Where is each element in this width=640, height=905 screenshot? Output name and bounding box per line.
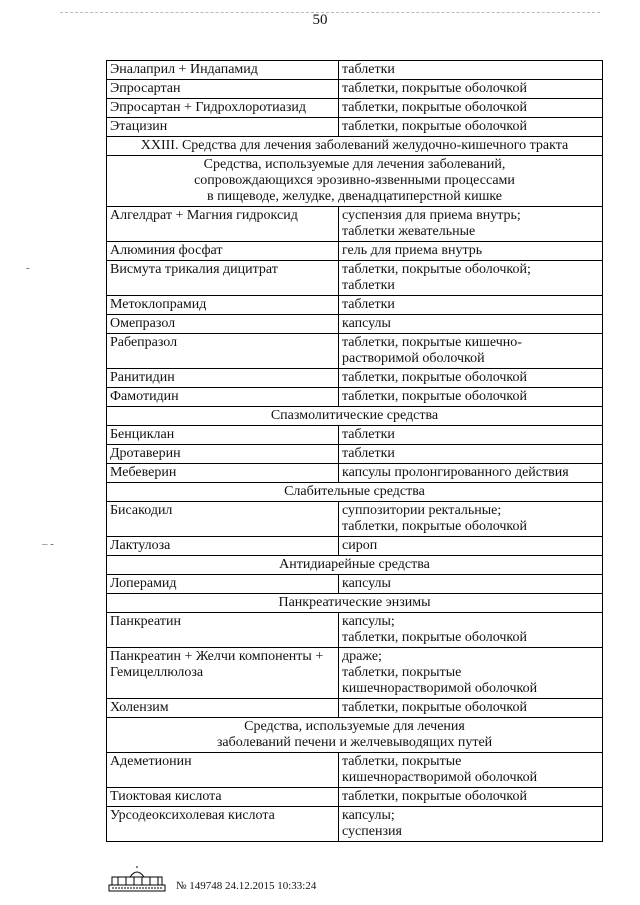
section-header-row	[107, 594, 603, 613]
dosage-form-cell: таблетки	[339, 426, 603, 445]
drug-name-cell: Холензим	[107, 699, 339, 718]
drug-name-cell: Ранитидин	[107, 369, 339, 388]
dosage-form-cell: таблетки, покрытые оболочкой	[339, 118, 603, 137]
drug-name-cell: Алюминия фосфат	[107, 242, 339, 261]
drug-name-cell: Лоперамид	[107, 575, 339, 594]
drug-name-cell: Этацизин	[107, 118, 339, 137]
dosage-form-cell: таблетки, покрытые оболочкой	[339, 369, 603, 388]
dosage-form-cell: капсулы пролонгированного действия	[339, 464, 603, 483]
dosage-form-cell: капсулы	[339, 315, 603, 334]
drug-row	[107, 648, 603, 699]
drug-name-cell: Висмута трикалия дицитрат	[107, 261, 339, 296]
drug-name-cell: Омепразол	[107, 315, 339, 334]
drug-name-cell: Дротаверин	[107, 445, 339, 464]
dosage-form-cell: таблетки, покрытые кишечнорастворимой оболочкой	[339, 753, 603, 788]
dosage-form-cell: таблетки, покрытые оболочкой	[339, 99, 603, 118]
footer	[108, 866, 316, 892]
drug-name-cell: Лактулоза	[107, 537, 339, 556]
drug-row	[107, 575, 603, 594]
drug-row	[107, 464, 603, 483]
section-title: Спазмолитические средства	[107, 407, 603, 426]
dosage-form-cell: гель для приема внутрь	[339, 242, 603, 261]
drug-row	[107, 807, 603, 842]
drug-name-cell: Фамотидин	[107, 388, 339, 407]
dosage-form-cell: таблетки, покрытые оболочкой	[339, 788, 603, 807]
drug-row	[107, 753, 603, 788]
drug-name-cell: Бенциклан	[107, 426, 339, 445]
section-title: Антидиарейные средства	[107, 556, 603, 575]
drug-row	[107, 118, 603, 137]
drug-name-cell: Метоклопрамид	[107, 296, 339, 315]
drug-name-cell: Алгелдрат + Магния гидроксид	[107, 207, 339, 242]
dosage-form-cell: суппозитории ректальные; таблетки, покрытые оболочкой	[339, 502, 603, 537]
section-header-row	[107, 556, 603, 575]
drug-name-cell: Эпросартан + Гидрохлоротиазид	[107, 99, 339, 118]
drug-name-cell: Урсодеоксихолевая кислота	[107, 807, 339, 842]
drug-row	[107, 369, 603, 388]
drug-name-cell: Эпросартан	[107, 80, 339, 99]
drug-row	[107, 502, 603, 537]
dosage-form-cell: капсулы; суспензия	[339, 807, 603, 842]
dosage-form-cell: таблетки	[339, 445, 603, 464]
drug-row	[107, 80, 603, 99]
dosage-form-cell: таблетки, покрытые оболочкой	[339, 699, 603, 718]
drug-row	[107, 242, 603, 261]
drug-name-cell: Рабепразол	[107, 334, 339, 369]
drug-name-cell: Панкреатин	[107, 613, 339, 648]
drug-name-cell: Эналаприл + Индапамид	[107, 61, 339, 80]
drug-row	[107, 445, 603, 464]
drug-name-cell: Панкреатин + Желчи компоненты + Гемицеллюлоза	[107, 648, 339, 699]
drug-name-cell: Тиоктовая кислота	[107, 788, 339, 807]
dosage-form-cell: таблетки	[339, 61, 603, 80]
section-title: Средства, используемые для лечения заболеваний, сопровождающихся эрозивно-язвенными процессами в пищеводе, желудке, двенадцатиперстной кишке	[107, 156, 603, 207]
drug-row	[107, 788, 603, 807]
drug-row	[107, 699, 603, 718]
dosage-form-cell: капсулы	[339, 575, 603, 594]
drug-row	[107, 537, 603, 556]
drug-name-cell: Мебеверин	[107, 464, 339, 483]
section-title: Средства, используемые для лечения заболеваний печени и желчевыводящих путей	[107, 718, 603, 753]
drug-row	[107, 334, 603, 369]
drug-row	[107, 296, 603, 315]
section-title: Панкреатические энзимы	[107, 594, 603, 613]
drug-row	[107, 207, 603, 242]
section-header-row	[107, 718, 603, 753]
dosage-form-cell: сироп	[339, 537, 603, 556]
dosage-form-cell: таблетки	[339, 296, 603, 315]
drug-row	[107, 61, 603, 80]
section-title: XXIII. Средства для лечения заболеваний желудочно-кишечного тракта	[107, 137, 603, 156]
drug-row	[107, 315, 603, 334]
section-header-row	[107, 137, 603, 156]
drug-row	[107, 426, 603, 445]
drug-name-cell: Адеметионин	[107, 753, 339, 788]
drug-name-cell: Бисакодил	[107, 502, 339, 537]
dosage-form-cell: таблетки, покрытые оболочкой	[339, 388, 603, 407]
drug-row	[107, 99, 603, 118]
dosage-form-cell: суспензия для приема внутрь; таблетки жевательные	[339, 207, 603, 242]
dosage-form-cell: таблетки, покрытые кишечно- растворимой оболочкой	[339, 334, 603, 369]
drug-row	[107, 613, 603, 648]
margin-mark: ‐	[26, 262, 30, 274]
section-header-row	[107, 407, 603, 426]
section-title: Слабительные средства	[107, 483, 603, 502]
drug-row	[107, 388, 603, 407]
page-number: 50	[312, 12, 328, 28]
section-header-row	[107, 483, 603, 502]
section-header-row	[107, 156, 603, 207]
drug-table-body	[107, 61, 603, 842]
dosage-form-cell: драже; таблетки, покрытые кишечнорастворимой оболочкой	[339, 648, 603, 699]
dosage-form-cell: таблетки, покрытые оболочкой; таблетки	[339, 261, 603, 296]
drug-table	[106, 60, 603, 842]
dosage-form-cell: капсулы; таблетки, покрытые оболочкой	[339, 613, 603, 648]
dosage-form-cell: таблетки, покрытые оболочкой	[339, 80, 603, 99]
building-emblem-icon	[108, 866, 166, 892]
drug-row	[107, 261, 603, 296]
margin-mark: ‒ ‐	[42, 538, 54, 550]
document-stamp: № 149748 24.12.2015 10:33:24	[176, 880, 317, 892]
